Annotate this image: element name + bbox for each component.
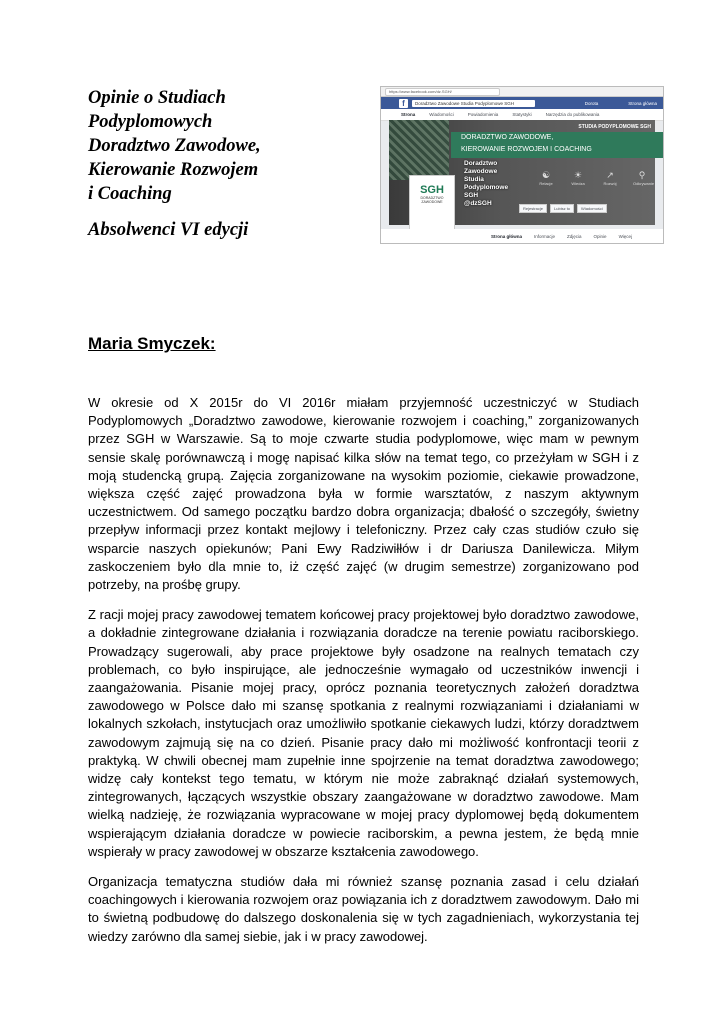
document-subtitle: Absolwenci VI edycji — [88, 220, 249, 240]
paragraph: W okresie od X 2015r do VI 2016r miałam przyjemność uczestniczyć w Studiach Podyplomowych „Doradztwo zawodowe, kierowanie rozwojem i coaching,” zorganizowanych przez SGH w Warszawie. Są to moje czwarte studia podyplomowe, więc mam w pewnym sensie skalę porównawczą i mogę napisać kilka słów na temat tego, co przeżyłam w SGH i z moją studencką grupą. Zajęcia zorganizowane na wysokim poziomie, ciekawie prowadzone, większa część zajęć prowadzona była w formie warsztatów, z naszym aktywnym uczestnictwem. Od samego początku bardzo dobra organizacja; dbałość o szczegóły, świetny przepływ informacji przez kontakt mejlowy i telefoniczny. Przez cały czas studiów czuło się wsparcie naszych opiekunów; Pani Ewy Radziwiłłów i dr Dariusza Danilewicza. Miłym zaskoczeniem było dla mnie to, iż część zajęć (w drugim semestrze) zorganizowano pod potrzeby, na prośbę grupy. — [88, 395, 639, 593]
cover-button: Rejestracje — [519, 204, 547, 213]
author-name: Maria Smyczek: — [88, 334, 216, 353]
page-name-line: Studia — [464, 176, 484, 183]
facebook-top-bar — [381, 97, 663, 109]
paragraph: Organizacja tematyczna studiów dała mi również szansę poznania zasad i celu działań coachingowych i kierowania rozwojem oraz powiązania ich z doradztwem zawodowym. Dało mi to świetną podbudowę do dalszego doskonalenia się w tych zagadnieniach, wykorzystania tej wiedzy zarówno dla samej siebie, jak i w pracy zawodowej. — [88, 874, 639, 944]
sgh-logo — [409, 175, 455, 233]
url-text: https://www.facebook.com/dz.SGH/ — [385, 88, 500, 96]
cover-pattern — [389, 120, 449, 180]
title-line: Kierowanie Rozwojem — [88, 160, 259, 180]
logo-subtext: DORADZTWO ZAWODOWE — [420, 196, 444, 204]
page-name-line: SGH — [464, 192, 479, 199]
cover-icon-item — [537, 170, 555, 186]
page-tab: Opinie — [593, 233, 607, 239]
page-name-line: Doradztwo — [464, 160, 498, 167]
admin-tab: Powiadomienia — [467, 112, 499, 117]
cover-icon-item — [633, 170, 655, 186]
title-line: Doradztwo Zawodowe, — [88, 136, 261, 156]
page-tabs — [381, 229, 663, 243]
cover-button: Wiadomości — [577, 204, 607, 213]
admin-tab: Statystyki — [512, 112, 532, 117]
browser-url-bar — [381, 87, 663, 97]
facebook-search-field: Doradztwo Zawodowe Studia Podyplomowe SGH — [412, 100, 535, 107]
page-name-line: @dzSGH — [464, 200, 492, 207]
cover-buttons — [519, 204, 607, 213]
testimonial-body — [88, 394, 639, 958]
admin-tab: Strona — [401, 112, 416, 117]
cover-photo — [389, 120, 655, 225]
icon-label: Odkrywanie — [633, 181, 655, 186]
chart-icon: ↗ — [606, 170, 614, 180]
page-tab: Więcej — [618, 233, 633, 239]
page-tab: Zdjęcia — [567, 233, 582, 239]
title-block — [88, 86, 378, 242]
lightbulb-icon: ☀ — [573, 170, 583, 180]
title-line: Opinie o Studiach — [88, 88, 226, 108]
cover-icon-item — [569, 170, 587, 186]
facebook-logo-icon: f — [399, 99, 408, 108]
paragraph: Z racji mojej pracy zawodowej tematem końcowej pracy projektowej było doradztwo zawodowe, a dokładnie zintegrowane działania i rozwiązania doradcze na terenie powiatu raciborskiego. Prowadzący sugerowali, aby prace projektowe były osadzone na realnych tematach czy problemach, co było inspirujące, ale jednocześnie wymagało od uczestników inwencji i zaangażowania. Pisanie mojej pracy, oprócz poznania teoretycznych założeń doradztwa zawodowego w Polsce dało mi szansę spotkania z realnymi rozwiązaniami i działaniami w lokalnych szkołach, instytucjach oraz umożliwiło spotkanie ciekawych ludzi, którzy doradztwem zawodowym zajmują się na co dzień. Pisanie pracy dało mi możliwość konfrontacji teorii z praktyką. W chwili obecnej mam zupełnie inne spojrzenie na temat doradztwa zawodowego; widzę cały kontekst tego tematu, w którym nie może zabraknąć działań systemowych, zintegrowanych, łączących wszystkie obszary zaangażowane w doradztwo zawodowe. Mam wielką nadzieję, że rozwiązania wypracowane w mojej pracy dyplomowej będą dokumentem wspierającym działania doradcze w powiecie raciborskim, a pewna jestem, że będą mnie wspierały w pracy zawodowej w obszarze kształcenia zawodowego. — [88, 607, 639, 859]
document-title — [88, 86, 378, 206]
logo-text: SGH — [420, 184, 444, 196]
cover-button: Lubisz to — [550, 204, 574, 213]
facebook-user: Dorota — [584, 100, 599, 106]
page-name-line: Podyplomowe — [464, 184, 509, 191]
banner-line: DORADZTWO ZAWODOWE, — [461, 134, 554, 141]
page-tab: Strona główna — [491, 233, 523, 239]
page-name — [464, 160, 508, 208]
page-name-line: Zawodowe — [464, 168, 498, 175]
cover-studia-label: STUDIA PODYPLOMOWE SGH — [578, 124, 651, 130]
search-icon: ⚲ — [638, 170, 646, 180]
people-icon: ☯ — [541, 170, 551, 180]
facebook-home-link: Strona główna — [628, 100, 657, 106]
banner-line: KIEROWANIE ROZWOJEM I COACHING — [461, 146, 592, 153]
page-tab: Informacje — [534, 233, 556, 239]
cover-icons — [537, 170, 655, 186]
admin-tab: Wiadomości — [429, 112, 454, 117]
icon-label: Relacje — [539, 181, 553, 186]
icon-label: Wiedza — [571, 181, 585, 186]
cover-icon-item — [601, 170, 619, 186]
title-line: Podyplomowych — [88, 112, 213, 132]
icon-label: Rozwój — [603, 181, 617, 186]
cover-banner — [451, 132, 664, 158]
admin-tab: Narzędzia do publikowania — [545, 112, 600, 117]
title-line: i Coaching — [88, 184, 172, 204]
facebook-page-screenshot — [380, 86, 664, 244]
